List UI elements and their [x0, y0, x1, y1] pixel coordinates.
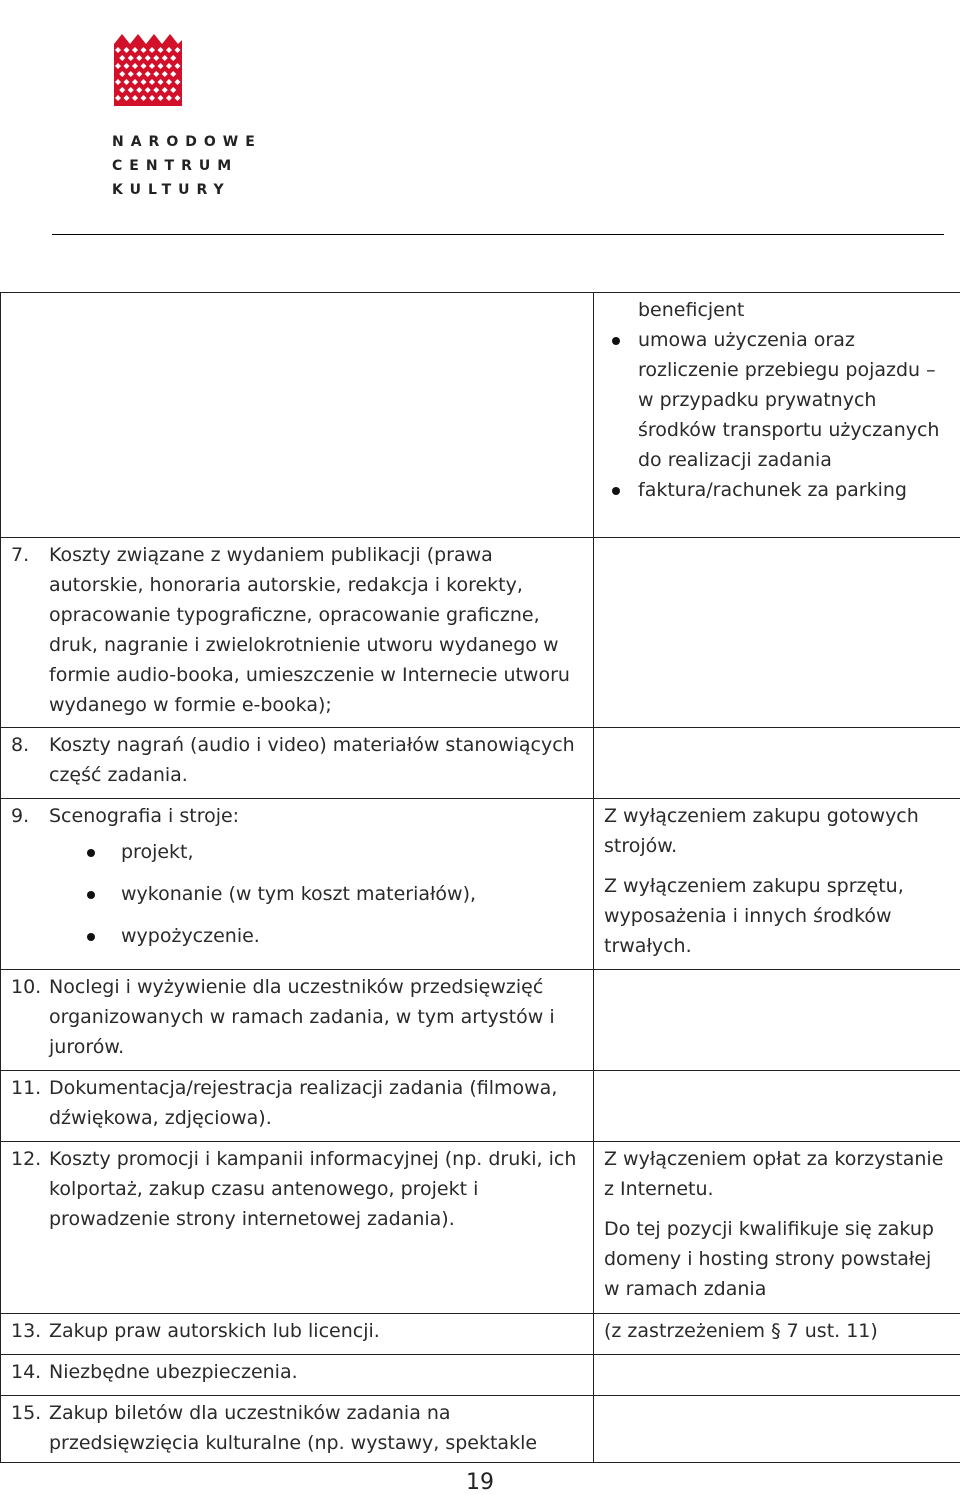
- document-list: [604, 325, 952, 505]
- cost-cell: [1, 1396, 594, 1463]
- note-cell: [594, 970, 960, 1071]
- list-item: wykonanie (w tym koszt materiałów),: [11, 879, 585, 909]
- cost-cell: [1, 1355, 594, 1396]
- item-number: 12.: [11, 1148, 42, 1170]
- item-number: 8.: [11, 734, 30, 756]
- list-item: wypożyczenie.: [11, 921, 585, 951]
- item-text: Dokumentacja/rejestracja realizacji zadania (filmowa, dźwiękowa, zdjęciowa).: [49, 1077, 558, 1129]
- note-cell: [594, 1396, 960, 1463]
- table-row: [1, 970, 960, 1071]
- item-text: Koszty promocji i kampanii informacyjnej (np. druki, ich kolportaż, zakup czasu antenowego, projekt i prowadzenie strony internetowej zadania).: [49, 1148, 577, 1230]
- table-row: [1, 293, 960, 538]
- item-number: 7.: [11, 544, 30, 566]
- note-cell: [594, 1355, 960, 1396]
- item-text: Noclegi i wyżywienie dla uczestników przedsięwzięć organizowanych w ramach zadania, w tym artystów i jurorów.: [49, 976, 555, 1058]
- cost-cell: [1, 970, 594, 1071]
- list-item: projekt,: [11, 837, 585, 867]
- note-cell: [594, 1142, 960, 1314]
- table-row: [1, 728, 960, 799]
- cost-cell: [1, 799, 594, 970]
- page-number: 19: [466, 1470, 494, 1495]
- table-row: [1, 538, 960, 728]
- item-number: 14.: [11, 1361, 42, 1383]
- note-cell: [594, 728, 960, 799]
- scenography-list: [11, 837, 585, 951]
- list-item: faktura/rachunek za parking: [604, 475, 952, 505]
- logo-wordmark: [112, 130, 262, 202]
- table-row: [1, 1314, 960, 1355]
- logo-line-2: CENTRUM: [112, 158, 239, 174]
- table-row: [1, 799, 960, 970]
- cost-cell: [1, 1142, 594, 1314]
- list-item: umowa użyczenia oraz rozliczenie przebiegu pojazdu – w przypadku prywatnych środków transportu użyczanych do realizacji zadania: [604, 325, 952, 475]
- eligible-costs-table: [0, 292, 960, 1463]
- item-text: Niezbędne ubezpieczenia.: [49, 1361, 298, 1383]
- note-cell: [594, 1314, 960, 1355]
- note-cell: [594, 799, 960, 970]
- item-text: Zakup biletów dla uczestników zadania na przedsięwzięcia kulturalne (np. wystawy, spektakle: [49, 1402, 538, 1454]
- note-line: beneficjent: [638, 299, 745, 321]
- cost-cell: [1, 293, 594, 538]
- cost-cell: [1, 728, 594, 799]
- item-number: 11.: [11, 1077, 42, 1099]
- cost-cell: [1, 1071, 594, 1142]
- logo-line-1: NARODOWE: [112, 134, 262, 150]
- crown-emblem-icon: [112, 30, 184, 110]
- item-number: 10.: [11, 976, 42, 998]
- item-number: 13.: [11, 1320, 42, 1342]
- table-row: [1, 1396, 960, 1463]
- logo-line-3: KULTURY: [112, 182, 231, 198]
- table-row: [1, 1355, 960, 1396]
- note-text: (z zastrzeżeniem § 7 ust. 11): [604, 1320, 878, 1342]
- note-cell: [594, 1071, 960, 1142]
- item-text: Koszty związane z wydaniem publikacji (prawa autorskie, honoraria autorskie, redakcja i korekty, opracowanie typograficzne, opracowanie graficzne, druk, nagranie i zwielokrotnienie utworu wydanego w formie audio-booka, umieszczenie w Internecie utworu wydanego w formie e-booka);: [49, 544, 570, 716]
- header-rule: [52, 234, 944, 235]
- note-text: Z wyłączeniem zakupu sprzętu, wyposażenia i innych środków trwałych.: [604, 875, 904, 957]
- note-text: Z wyłączeniem opłat za korzystanie z Internetu.: [604, 1148, 944, 1200]
- note-text: Do tej pozycji kwalifikuje się zakup domeny i hosting strony powstałej w ramach zdania: [604, 1218, 934, 1300]
- cost-cell: [1, 1314, 594, 1355]
- cost-cell: [1, 538, 594, 728]
- note-text: Z wyłączeniem zakupu gotowych strojów.: [604, 805, 919, 857]
- item-number: 9.: [11, 805, 30, 827]
- note-cell: [594, 293, 960, 538]
- item-text: Scenografia i stroje:: [49, 805, 240, 827]
- table-row: [1, 1142, 960, 1314]
- item-number: 15.: [11, 1402, 42, 1424]
- item-text: Zakup praw autorskich lub licencji.: [49, 1320, 380, 1342]
- narodowe-centrum-kultury-logo: [112, 30, 262, 202]
- table-row: [1, 1071, 960, 1142]
- note-cell: [594, 538, 960, 728]
- item-text: Koszty nagrań (audio i video) materiałów stanowiących część zadania.: [49, 734, 575, 786]
